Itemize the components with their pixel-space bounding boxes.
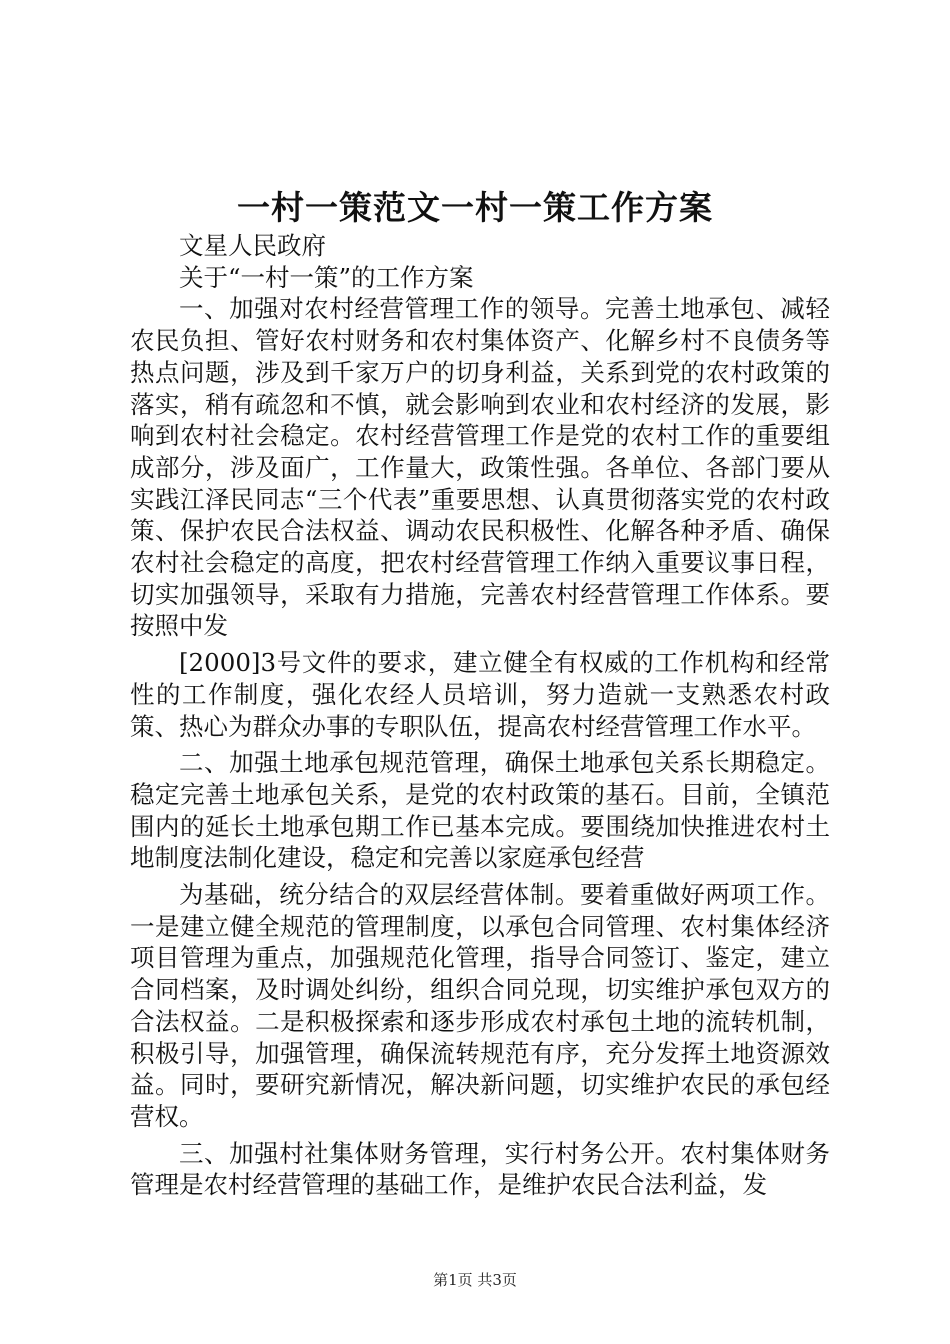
paragraph-section-2-cont: 为基础，统分结合的双层经营体制。要着重做好两项工作。一是建立健全规范的管理制度，以承包合同管理、农村集体经济项目管理为重点，加强规范化管理，指导合同签订、鉴定，建立合同档案，及时调处纠纷，组织合同兑现，切实维护承包双方的合法权益。二是积极探索和逐步形成农村承包土地的流转机制，积极引导，加强管理，确保流转规范有序，充分发挥土地资源效益。同时，要研究新情况，解决新问题，切实维护农民的承包经营权。 <box>130 880 830 1131</box>
paragraph-section-1: 一、加强对农村经营管理工作的领导。完善土地承包、减轻农民负担、管好农村财务和农村集体资产、化解乡村不良债务等热点问题，涉及到千家万户的切身利益，关系到党的农村政策的落实，稍有疏忽和不慎，就会影响到农业和农村经济的发展，影响到农村社会稳定。农村经营管理工作是党的农村工作的重要组成部分，涉及面广，工作量大，政策性强。各单位、各部门要从实践江泽民同志“三个代表”重要思想、认真贯彻落实党的农村政策、保护农民合法权益、调动农民积极性、化解各种矛盾、确保农村社会稳定的高度，把农村经营管理工作纳入重要议事日程，切实加强领导，采取有力措施，完善农村经营管理工作体系。要按照中发 <box>130 294 830 641</box>
paragraph-subject: 关于“一村一策”的工作方案 <box>179 262 474 292</box>
paragraph-sender: 文星人民政府 <box>179 231 326 260</box>
page-footer: 第1页 共3页 <box>433 1271 517 1289</box>
document-body <box>130 230 830 1201</box>
paragraph-section-1-cont: [2000]3号文件的要求，建立健全有权威的工作机构和经常性的工作制度，强化农经人员培训，努力造就一支熟悉农村政策、热心为群众办事的专职队伍，提高农村经营管理工作水平。 <box>130 648 830 741</box>
document-title: 一村一策范文一村一策工作方案 <box>237 188 713 227</box>
paragraph-section-2: 二、加强土地承包规范管理，确保土地承包关系长期稳定。稳定完善土地承包关系，是党的农村政策的基石。目前，全镇范围内的延长土地承包期工作已基本完成。要围绕加快推进农村土地制度法制化建设，稳定和完善以家庭承包经营 <box>130 748 830 873</box>
paragraph-section-3: 三、加强村社集体财务管理，实行村务公开。农村集体财务管理是农村经营管理的基础工作，是维护农民合法利益，发 <box>130 1138 830 1200</box>
